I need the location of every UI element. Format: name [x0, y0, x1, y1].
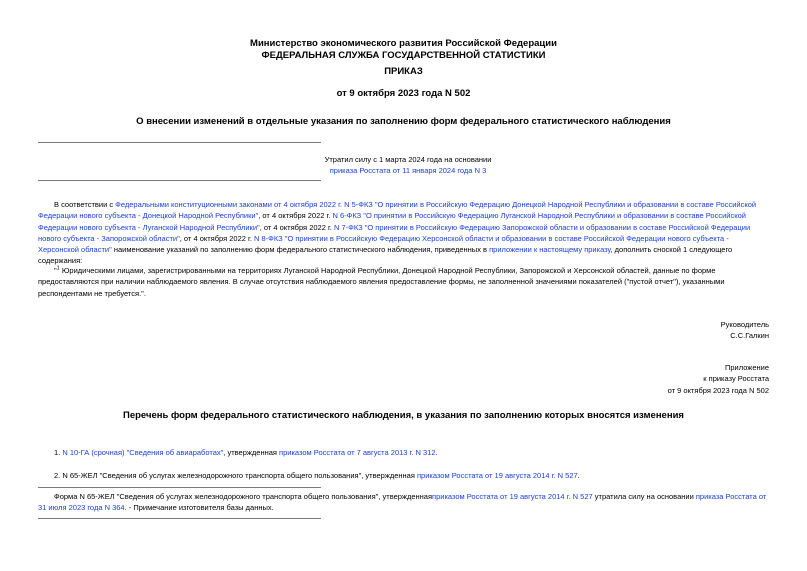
law-6-fkz-link[interactable]: N 6-ФКЗ "О принятии в Российскую Федерацию Луганской Народной Республики и образовании в составе Российской Федерации нового субъекта - Луганской Народной Республики" [38, 211, 746, 232]
document-date: от 9 октября 2023 года N 502 [336, 88, 471, 99]
item-text: . [435, 448, 438, 457]
note-text: Форма N 65-ЖЕЛ "Сведения об услугах железнодорожного транспорта общего пользования", утвержденная [54, 492, 433, 501]
appendix-ref: к приказу Росстата [703, 374, 769, 384]
basis-text: , от 4 октября 2022 г. [179, 233, 255, 243]
signer-role: Руководитель [720, 320, 769, 329]
appendix-block [668, 362, 769, 396]
divider-top [38, 142, 321, 143]
note-text: утратила силу на основании [592, 492, 696, 501]
lapsed-text: Утратил силу с 1 марта 2024 года на основании [324, 155, 492, 164]
appendix-label: Приложение [725, 363, 769, 372]
footnote-paragraph [38, 265, 770, 299]
item-number: 2. [54, 471, 63, 480]
order-312-link[interactable]: приказом Росстата от 7 августа 2013 г. N 312 [279, 448, 436, 457]
forms-list-title: Перечень форм федерального статистического наблюдения, в указания по заполнению которых вносятся изменения [123, 410, 684, 421]
list-item [54, 447, 770, 458]
law-8-fkz-link[interactable]: N 8-ФКЗ "О принятии в Российскую Федерацию Херсонской области и образовании в составе Российской Федерации нового субъекта - Херсонской области" [38, 233, 729, 255]
footnote-quote: " [54, 266, 57, 275]
basis-text: , от 4 октября 2022 г. [259, 222, 334, 232]
law-5-fkz-link[interactable]: Федеральными конституционными законами от 4 октября 2022 г. N 5-ФКЗ "О принятии в Российскую Федерацию Донецкой Народной Республики и образовании в составе Российской Федерации нового субъекта - Донецкой Народной Республики" [38, 200, 757, 221]
law-7-fkz-link[interactable]: N 7-ФКЗ "О принятии в Российскую Федерацию Запорожской области и образовании в составе Российской Федерации нового субъекта - Запорожской области" [38, 222, 751, 243]
item-number: 1. [54, 448, 63, 457]
footnote-marker: 1 [56, 265, 60, 272]
note-order-527-link[interactable]: приказом Росстата от 19 августа 2014 г. N 527 [432, 492, 593, 501]
note-order-364-link[interactable]: приказа Росстата от 31 июля 2023 года N 364 [38, 492, 767, 513]
item-text: . [577, 471, 580, 480]
order-527-link[interactable]: приказом Росстата от 19 августа 2014 г. N 527 [417, 471, 578, 480]
list-item [54, 470, 770, 481]
divider-bottom [38, 180, 321, 181]
ministry-name: Министерство экономического развития Российской Федерации [250, 38, 557, 49]
signature-block [721, 319, 769, 342]
basis-text: , от 4 октября 2022 г. [258, 211, 333, 221]
basis-paragraph [38, 199, 770, 267]
lapsed-notice [290, 154, 526, 176]
signer-name: С.С.Галкин [730, 331, 769, 341]
appendix-date: от 9 октября 2023 года N 502 [667, 385, 769, 395]
basis-text: В соответствии с [54, 200, 116, 209]
form-10-ga-link[interactable]: N 10-ГА (срочная) "Сведения об авиаработах" [62, 448, 224, 457]
agency-name: ФЕДЕРАЛЬНАЯ СЛУЖБА ГОСУДАРСТВЕННОЙ СТАТИСТИКИ [261, 50, 546, 61]
note-divider-top [38, 487, 321, 488]
basis-text: наименование указаний по заполнению форм федерального статистического наблюдения, приведенных в [111, 245, 490, 255]
document-type: ПРИКАЗ [384, 66, 423, 77]
document-header [0, 38, 807, 62]
footnote-text: Юридическими лицами, зарегистрированными на территориях Луганской Народной Республики, Донецкой Народной Республики, Запорожской и Херсонской областей, данные по форме предоставляются при наличии наблюдаемого явления. В случае отсутствия наблюдаемого явления предоставление формы, не заполненной значениями показателей ("пустой отчет"), указанными респондентами не требуется.". [38, 266, 725, 298]
note-divider-bottom [38, 518, 321, 519]
note-text: . - Примечание изготовителя базы данных. [124, 503, 274, 513]
document-subject: О внесении изменений в отдельные указания по заполнению форм федерального статистического наблюдения [136, 116, 671, 127]
item-text: , утвержденная [223, 448, 280, 457]
editor-note [38, 491, 770, 514]
item-text: N 65-ЖЕЛ "Сведения об услугах железнодорожного транспорта общего пользования", утвержденная [62, 471, 417, 480]
appendix-link[interactable]: приложении к настоящему приказу [489, 245, 611, 255]
lapsed-order-link[interactable]: приказа Росстата от 11 января 2024 года N 3 [329, 166, 487, 175]
basis-text: , дополнить сноской 1 следующего содержания: [38, 245, 733, 266]
